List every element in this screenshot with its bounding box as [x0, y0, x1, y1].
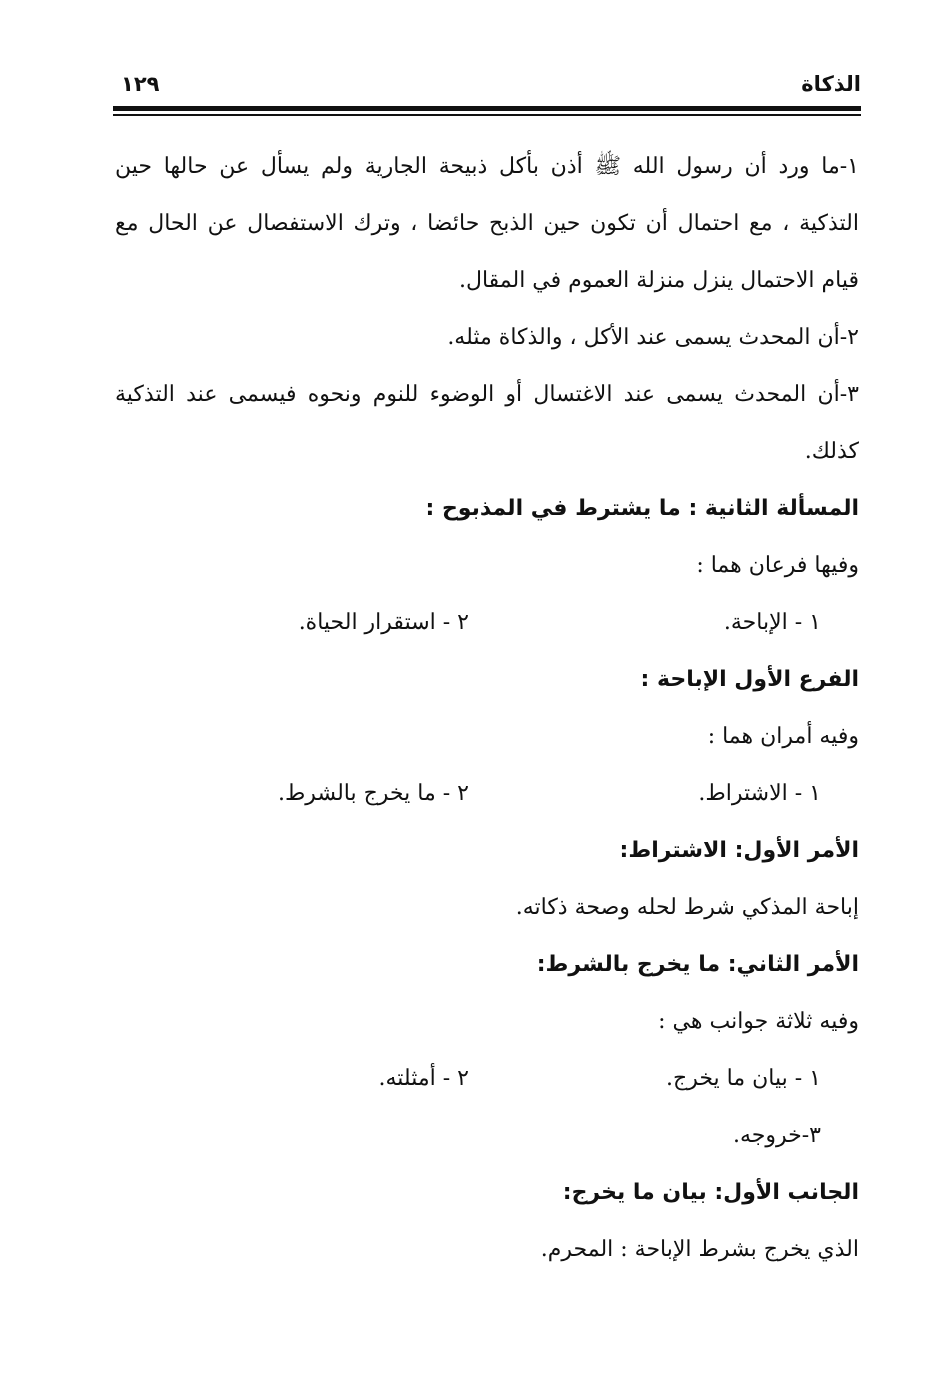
list-item: ١ - الاشتراط.	[698, 781, 821, 806]
list-item: ١ - بيان ما يخرج.	[666, 1066, 821, 1091]
body-line: إباحة المذكي شرط لحله وصحة ذكاته.	[515, 895, 859, 920]
intro-line: وفيه ثلاثة جوانب هي :	[658, 1009, 859, 1034]
chapter-title: الذكاة	[801, 72, 861, 96]
page-body	[115, 138, 859, 1278]
paragraph-evidence-3: ٣-أن المحدث يسمى عند الاغتسال أو الوضوء للنوم ونحوه فيسمى عند التذكية كذلك.	[115, 382, 859, 464]
section-heading-second-matter: الأمر الثاني: ما يخرج بالشرط:	[536, 952, 859, 977]
header-rule-thin	[113, 114, 861, 116]
list-item: ٢ - استقرار الحياة.	[298, 610, 469, 635]
list-row	[115, 1050, 859, 1107]
list-item: ١ - الإباحة.	[723, 610, 821, 635]
section-heading-second-issue: المسألة الثانية : ما يشترط في المذبوح :	[425, 496, 859, 521]
intro-line: وفيه أمران هما :	[707, 724, 859, 749]
list-item: ٢ - ما يخرج بالشرط.	[277, 781, 469, 806]
section-heading-first-aspect: الجانب الأول: بيان ما يخرج:	[562, 1180, 859, 1205]
paragraph-evidence-2: ٢-أن المحدث يسمى عند الأكل ، والذكاة مثله.	[447, 325, 859, 350]
page-header	[113, 68, 861, 102]
list-item: ٢ - أمثلته.	[378, 1066, 469, 1091]
page-number: ١٢٩	[121, 72, 160, 96]
section-heading-first-branch: الفرع الأول الإباحة :	[640, 667, 859, 692]
body-line: الذي يخرج بشرط الإباحة : المحرم.	[540, 1237, 859, 1262]
intro-line: وفيها فرعان هما :	[696, 553, 859, 578]
list-row	[115, 765, 859, 822]
list-row	[115, 594, 859, 651]
list-item: ٣-خروجه.	[732, 1123, 821, 1148]
section-heading-first-matter: الأمر الأول: الاشتراط:	[619, 838, 859, 863]
header-rule-thick	[113, 106, 861, 111]
paragraph-evidence-1: ١-ما ورد أن رسول الله ﷺ أذن بأكل ذبيحة الجارية ولم يسأل عن حالها حين التذكية ، مع احتمال أن تكون حين الذبح حائضا ، وترك الاستفصال عن الحال مع قيام الاحتمال ينزل منزلة العموم في المقال.	[115, 154, 859, 293]
